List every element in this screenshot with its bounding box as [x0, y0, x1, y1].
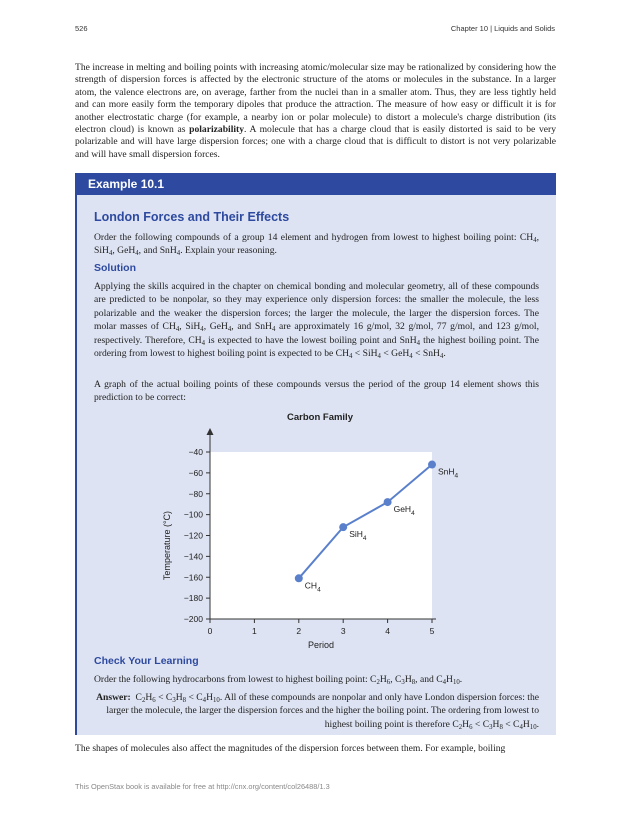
polarizability-term: polarizability — [189, 124, 245, 136]
example-label: Example 10.1 — [77, 173, 556, 195]
chart-title: Carbon Family — [287, 412, 353, 423]
problem-text: Order the following compounds of a group 14 element and hydrogen from lowest to highest boiling point: $CH_4$, SiH$_4$, GeH$_4$, and SnH$_4$. Explain your reasoning. — [94, 232, 539, 258]
y-tick-label: −200 — [183, 614, 203, 624]
data-point — [384, 498, 392, 506]
data-point — [339, 523, 347, 531]
solution-text: Applying the skills acquired in the chapter on chemical bonding and molecular geometry, all of these compounds are predicted to be nonpolar, so they may experience only dispersion forces: the smaller the molecule, the less polarizable and the weaker the dispersion forces; the larger the molecule, the larger the dispersion forces. The molar masses of $CH_4$, SiH$_4$, GeH$_4$, and SnH$_4$ are approximately 16 g/mol, 32 g/mol, 77 g/mol, and 123 g/mol, respectively. Therefore, $CH_4$ is expected to have the lowest boiling point and SnH$_4$ the highest boiling point. The ordering from lowest to highest boiling point is expected to be $CH_4 < SiH_4 < GeH_4 < SnH_4$. — [94, 281, 540, 361]
y-tick-label: −120 — [183, 530, 203, 541]
x-tick-label: 1 — [252, 626, 257, 636]
example-title: London Forces and Their Effects — [94, 210, 290, 224]
intro-paragraph: The increase in melting and boiling points with increasing atomic/molecular size may be rationalized by considering how the strength of dispersion forces is affected by the electronic structure of the atoms or molecules in the substance. In a larger atom, the valence electrons are, on average, farther from the nuclei than in a smaller atom. Thus, they are less tightly held and can more easily form the temporary dipoles that produce the attraction. The measure of how easy or difficult it is for another electrostatic charge (for example, a nearby ion or polar molecule) to distort a molecule's charge distribution (its electron cloud) is known as polarizability. A molecule that has a charge cloud that is easily distorted is said to be very polarizable and will have large dispersion forces; one with a charge cloud that is difficult to distort is not very polarizable and will have small dispersion forces. — [75, 62, 557, 160]
data-label: SnH$_4$ — [438, 466, 458, 480]
y-tick-label: −180 — [183, 593, 203, 604]
data-label: $CH_4$ — [304, 580, 321, 594]
data-label: GeH$_4$ — [393, 504, 415, 518]
y-axis-arrow — [207, 428, 214, 435]
data-point — [295, 574, 303, 582]
data-label: SiH$_4$ — [349, 529, 367, 543]
y-tick-label: −60 — [188, 467, 203, 478]
y-tick-label: −80 — [188, 488, 203, 499]
footer-text: This OpenStax book is available for free at http://cnx.org/content/col26488/1.3 — [75, 782, 330, 791]
chapter-title: Chapter 10 | Liquids and Solids — [450, 24, 555, 33]
data-point — [428, 461, 436, 469]
boiling-point-chart — [158, 408, 458, 658]
check-text: Order the following hydrocarbons from lowest to highest boiling point: $C_2H_6$, $C_3H_8$, and $C_4H_{10}$. — [94, 674, 463, 686]
page-number: 526 — [75, 24, 88, 33]
graph-intro-text: A graph of the actual boiling points of these compounds versus the period of the group 14 element shows this prediction to be correct: — [94, 379, 539, 404]
y-tick-label: −40 — [188, 447, 203, 457]
x-tick-label: 2 — [296, 626, 302, 636]
y-tick-label: −140 — [183, 551, 203, 562]
x-tick-label: 5 — [429, 626, 435, 636]
plot-area — [210, 452, 432, 619]
bottom-paragraph: The shapes of molecules also affect the magnitudes of the dispersion forces between them. For example, boiling — [75, 743, 506, 754]
y-axis-label: Temperature (°C) — [162, 510, 172, 581]
x-tick-label: 3 — [340, 626, 346, 636]
x-tick-label: 4 — [385, 626, 390, 636]
solution-heading: Solution — [94, 262, 136, 274]
x-tick-label: 0 — [207, 626, 213, 636]
y-tick-label: −100 — [183, 509, 203, 520]
answer-label: Answer: — [96, 692, 131, 703]
check-heading: Check Your Learning — [94, 655, 199, 667]
y-tick-label: −160 — [183, 572, 203, 583]
x-axis-label: Period — [307, 640, 335, 650]
answer-text: Answer: $C_2H_6 < C_3H_8 < C_4H_{10}$. All of these compounds are nonpolar and only have London dispersion forces: the larger the molecule, the larger the dispersion forces and the higher the boiling point. The ordering from lowest to highest boiling point is therefore $C_2H_6 < C_3H_8 < C_4H_{10}$. — [96, 692, 539, 731]
